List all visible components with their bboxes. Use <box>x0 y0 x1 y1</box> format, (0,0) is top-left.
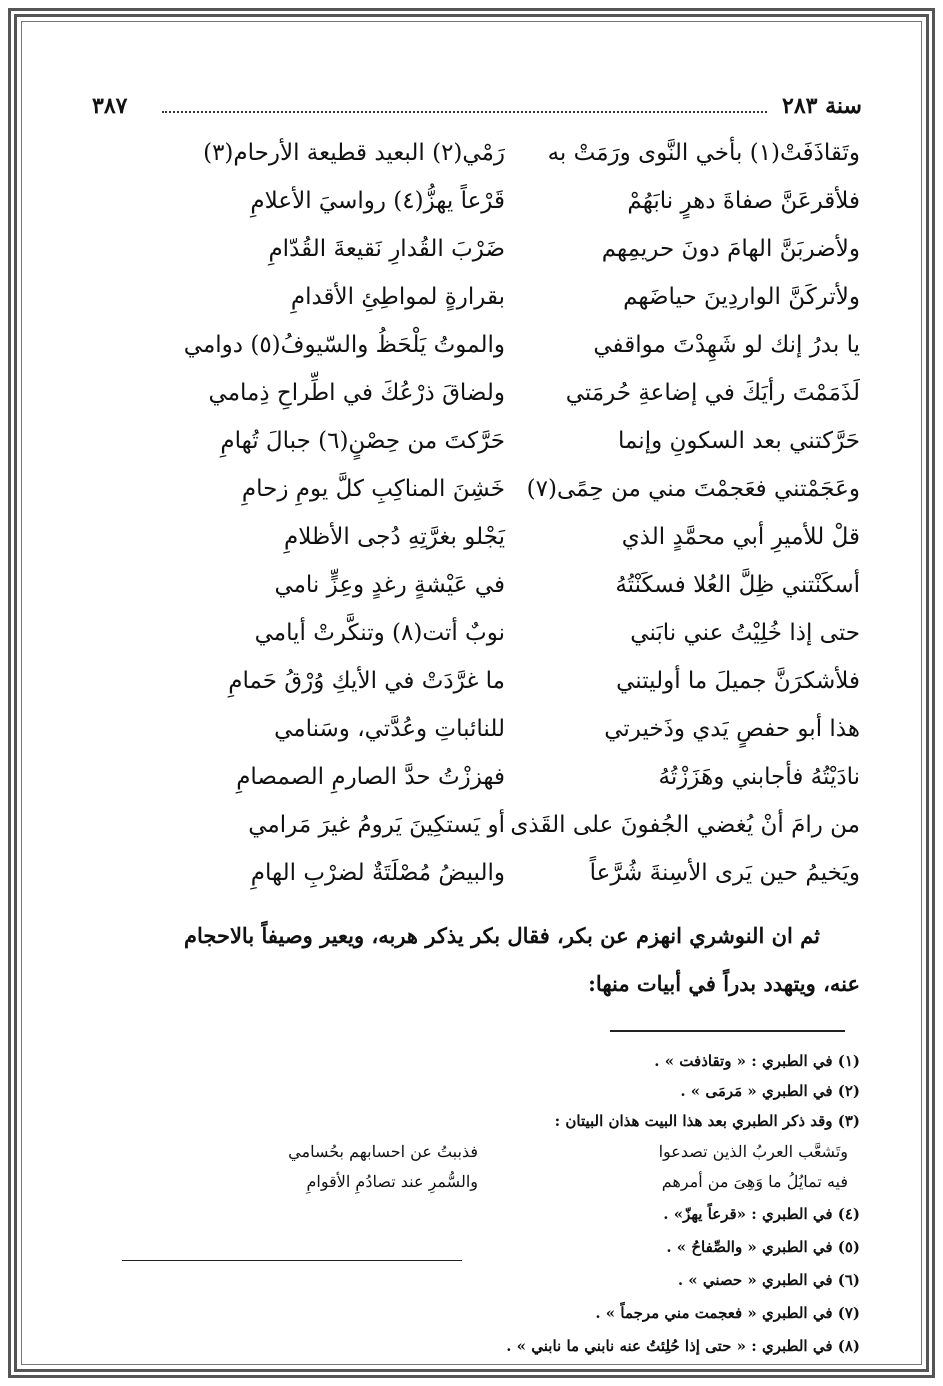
verse-first-hemistich: فلأشكرَنَّ جميلَ ما أوليتني <box>616 668 860 694</box>
verse-first-hemistich: وتَقاذَفَتْ(١) بأخي النَّوى ورَمَتْ به <box>547 140 860 166</box>
footnote-verse-first: فيه تمايُلُ ما وَهِىَ من أمرهم <box>661 1172 848 1191</box>
verse-line <box>140 524 860 572</box>
verse-first-hemistich: فلأقرعَنَّ صفاةَ دهرٍ نابَهُمْ <box>627 188 860 214</box>
footnote-verse-second: والسُّمرِ عند تصادُمِ الأقوامِ <box>306 1172 478 1191</box>
footnote: (٥) في الطبري « والصِّفاحُ » . <box>666 1238 860 1256</box>
verse-second-hemistich: ضَرْبَ القُدارِ نَقيعةَ القُدّامِ <box>268 236 505 262</box>
footnote: (٣) وقد ذكر الطبري بعد هذا البيت هذان البيتان : <box>554 1112 860 1130</box>
verse-second-hemistich: قَرْعاً يهزُّ(٤) رواسيَ الأعلامِ <box>250 188 505 214</box>
verse-first-hemistich: ولأتركَنَّ الواردِينَ حياضَهم <box>623 284 860 310</box>
header-title: سنة ٢٨٣ <box>782 93 862 119</box>
verse-second-hemistich: في عَيْشةٍ رغدٍ وعِزٍّ نامي <box>274 572 505 598</box>
verse-second-hemistich: للنائباتِ وعُدَّتي، وسَنامي <box>274 716 505 742</box>
verse-line <box>140 476 860 524</box>
verse-first-hemistich: يا بدرُ إنك لو شَهِدْتَ مواقفي <box>593 332 860 358</box>
verse-second-hemistich: ما غرَّدَتْ في الأيكِ وُرْقُ حَمامِ <box>228 668 505 694</box>
verse-first-hemistich: هذا أبو حفصٍ يَدي وذَخيرتي <box>604 716 860 742</box>
verse-second-hemistich: نوبٌ أتت(٨) وتنكَّرتْ أيامي <box>254 620 505 646</box>
footnote: (٤) في الطبري : «قرعاً يهزّ» . <box>663 1205 860 1223</box>
verse-line <box>140 140 860 188</box>
verse-second-hemistich: يَجْلو بغرَّتِهِ دُجى الأظلامِ <box>283 524 505 550</box>
verse-first-hemistich: وعَجَمْتني فعَجمْتَ مني من حِمًى(٧) <box>526 476 860 502</box>
verse-line <box>140 620 860 668</box>
verse-first-hemistich: أسكَنْتني ظِلَّ العُلا فسكَنْتُهُ <box>615 572 860 598</box>
verse-first-hemistich: ويَخيمُ حين يَرى الأسِنةَ شُرَّعاً <box>589 860 860 886</box>
footnote-verse-second: فذببتُ عن احسابهم بحُسامي <box>288 1142 478 1161</box>
footnote: (٦) في الطبري « حصني » . <box>677 1271 860 1289</box>
page-header <box>92 93 862 123</box>
header-dotted-leader <box>162 111 767 113</box>
verse-second-hemistich: أو يَستكِينَ يَرومُ غيرَ مَرامي <box>248 812 505 838</box>
verse-second-hemistich: حَرَّكتَ من حِصْنٍ(٦) جبالَ تُهامِ <box>220 428 505 454</box>
verse-first-hemistich: من رامَ أنْ يُغضي الجُفونَ على القَذى <box>510 812 860 838</box>
verse-second-hemistich: ولضاقَ ذرْعُكَ في اطِّراحِ ذِمامي <box>208 380 505 406</box>
footnote-verse-first: وتَشعَّب العربُ الذين تصدعوا <box>658 1142 848 1161</box>
page-number: ٣٨٧ <box>92 93 128 119</box>
prose-line: ثم ان النوشري انهزم عن بكر، فقال بكر يذكر هربه، ويعير وصيفاً بالاحجام <box>184 923 820 948</box>
footnote-separator <box>610 1030 845 1032</box>
verse-second-hemistich: رَمْي(٢) البعيد قطيعة الأرحام(٣) <box>203 140 505 166</box>
footnote: (٢) في الطبري « مَرمَى » . <box>680 1082 860 1100</box>
verse-first-hemistich: نادَيْتُهُ فأجابني وهَزَزْتُهُ <box>658 764 860 790</box>
verse-second-hemistich: والموتُ يَلْحَظُ والسّيوفُ(٥) دوامي <box>183 332 505 358</box>
verse-second-hemistich: والبيضُ مُصْلَتَةٌ لضرْبِ الهامِ <box>250 860 505 886</box>
verse-line <box>140 668 860 716</box>
verse-line <box>140 860 860 908</box>
footnote: (٨) في الطبري : « حتى إذا حُلِئتُ عنه نابني ما نابني » . <box>506 1337 860 1355</box>
verse-line <box>140 812 860 860</box>
prose-paragraph <box>100 912 860 1008</box>
verse-line <box>140 764 860 812</box>
verse-line <box>140 284 860 332</box>
verse-second-hemistich: خَشِنَ المناكِبِ كلَّ يومِ زحامِ <box>241 476 505 502</box>
verse-line <box>140 236 860 284</box>
verse-line <box>140 428 860 476</box>
verse-second-hemistich: فهززْتُ حدَّ الصارمِ الصمصامِ <box>236 764 505 790</box>
cut-line <box>122 1260 462 1261</box>
verse-line <box>140 572 860 620</box>
verse-line <box>140 380 860 428</box>
prose-line: عنه، ويتهدد بدراً في أبيات منها: <box>588 971 860 996</box>
footnote: (١) في الطبري : « وتقاذفت » . <box>654 1052 860 1070</box>
footnote: (٧) في الطبري « فعجمت مني مرجماً » . <box>595 1304 860 1322</box>
verse-first-hemistich: حَرَّكتني بعد السكونِ وإنما <box>617 428 860 454</box>
verse-first-hemistich: حتى إذا خُلِيْتُ عني نابَني <box>630 620 860 646</box>
verse-first-hemistich: ولأضربَنَّ الهامَ دونَ حريمِهم <box>601 236 860 262</box>
verse-line <box>140 188 860 236</box>
verse-first-hemistich: قلْ للأميرِ أبي محمَّدٍ الذي <box>621 524 860 550</box>
verse-line <box>140 716 860 764</box>
verse-line <box>140 332 860 380</box>
verse-second-hemistich: بقرارةٍ لمواطِئِ الأقدامِ <box>290 284 505 310</box>
verse-first-hemistich: لَذَمَمْتَ رأيَكَ في إضاعةِ حُرمَتي <box>565 380 860 406</box>
